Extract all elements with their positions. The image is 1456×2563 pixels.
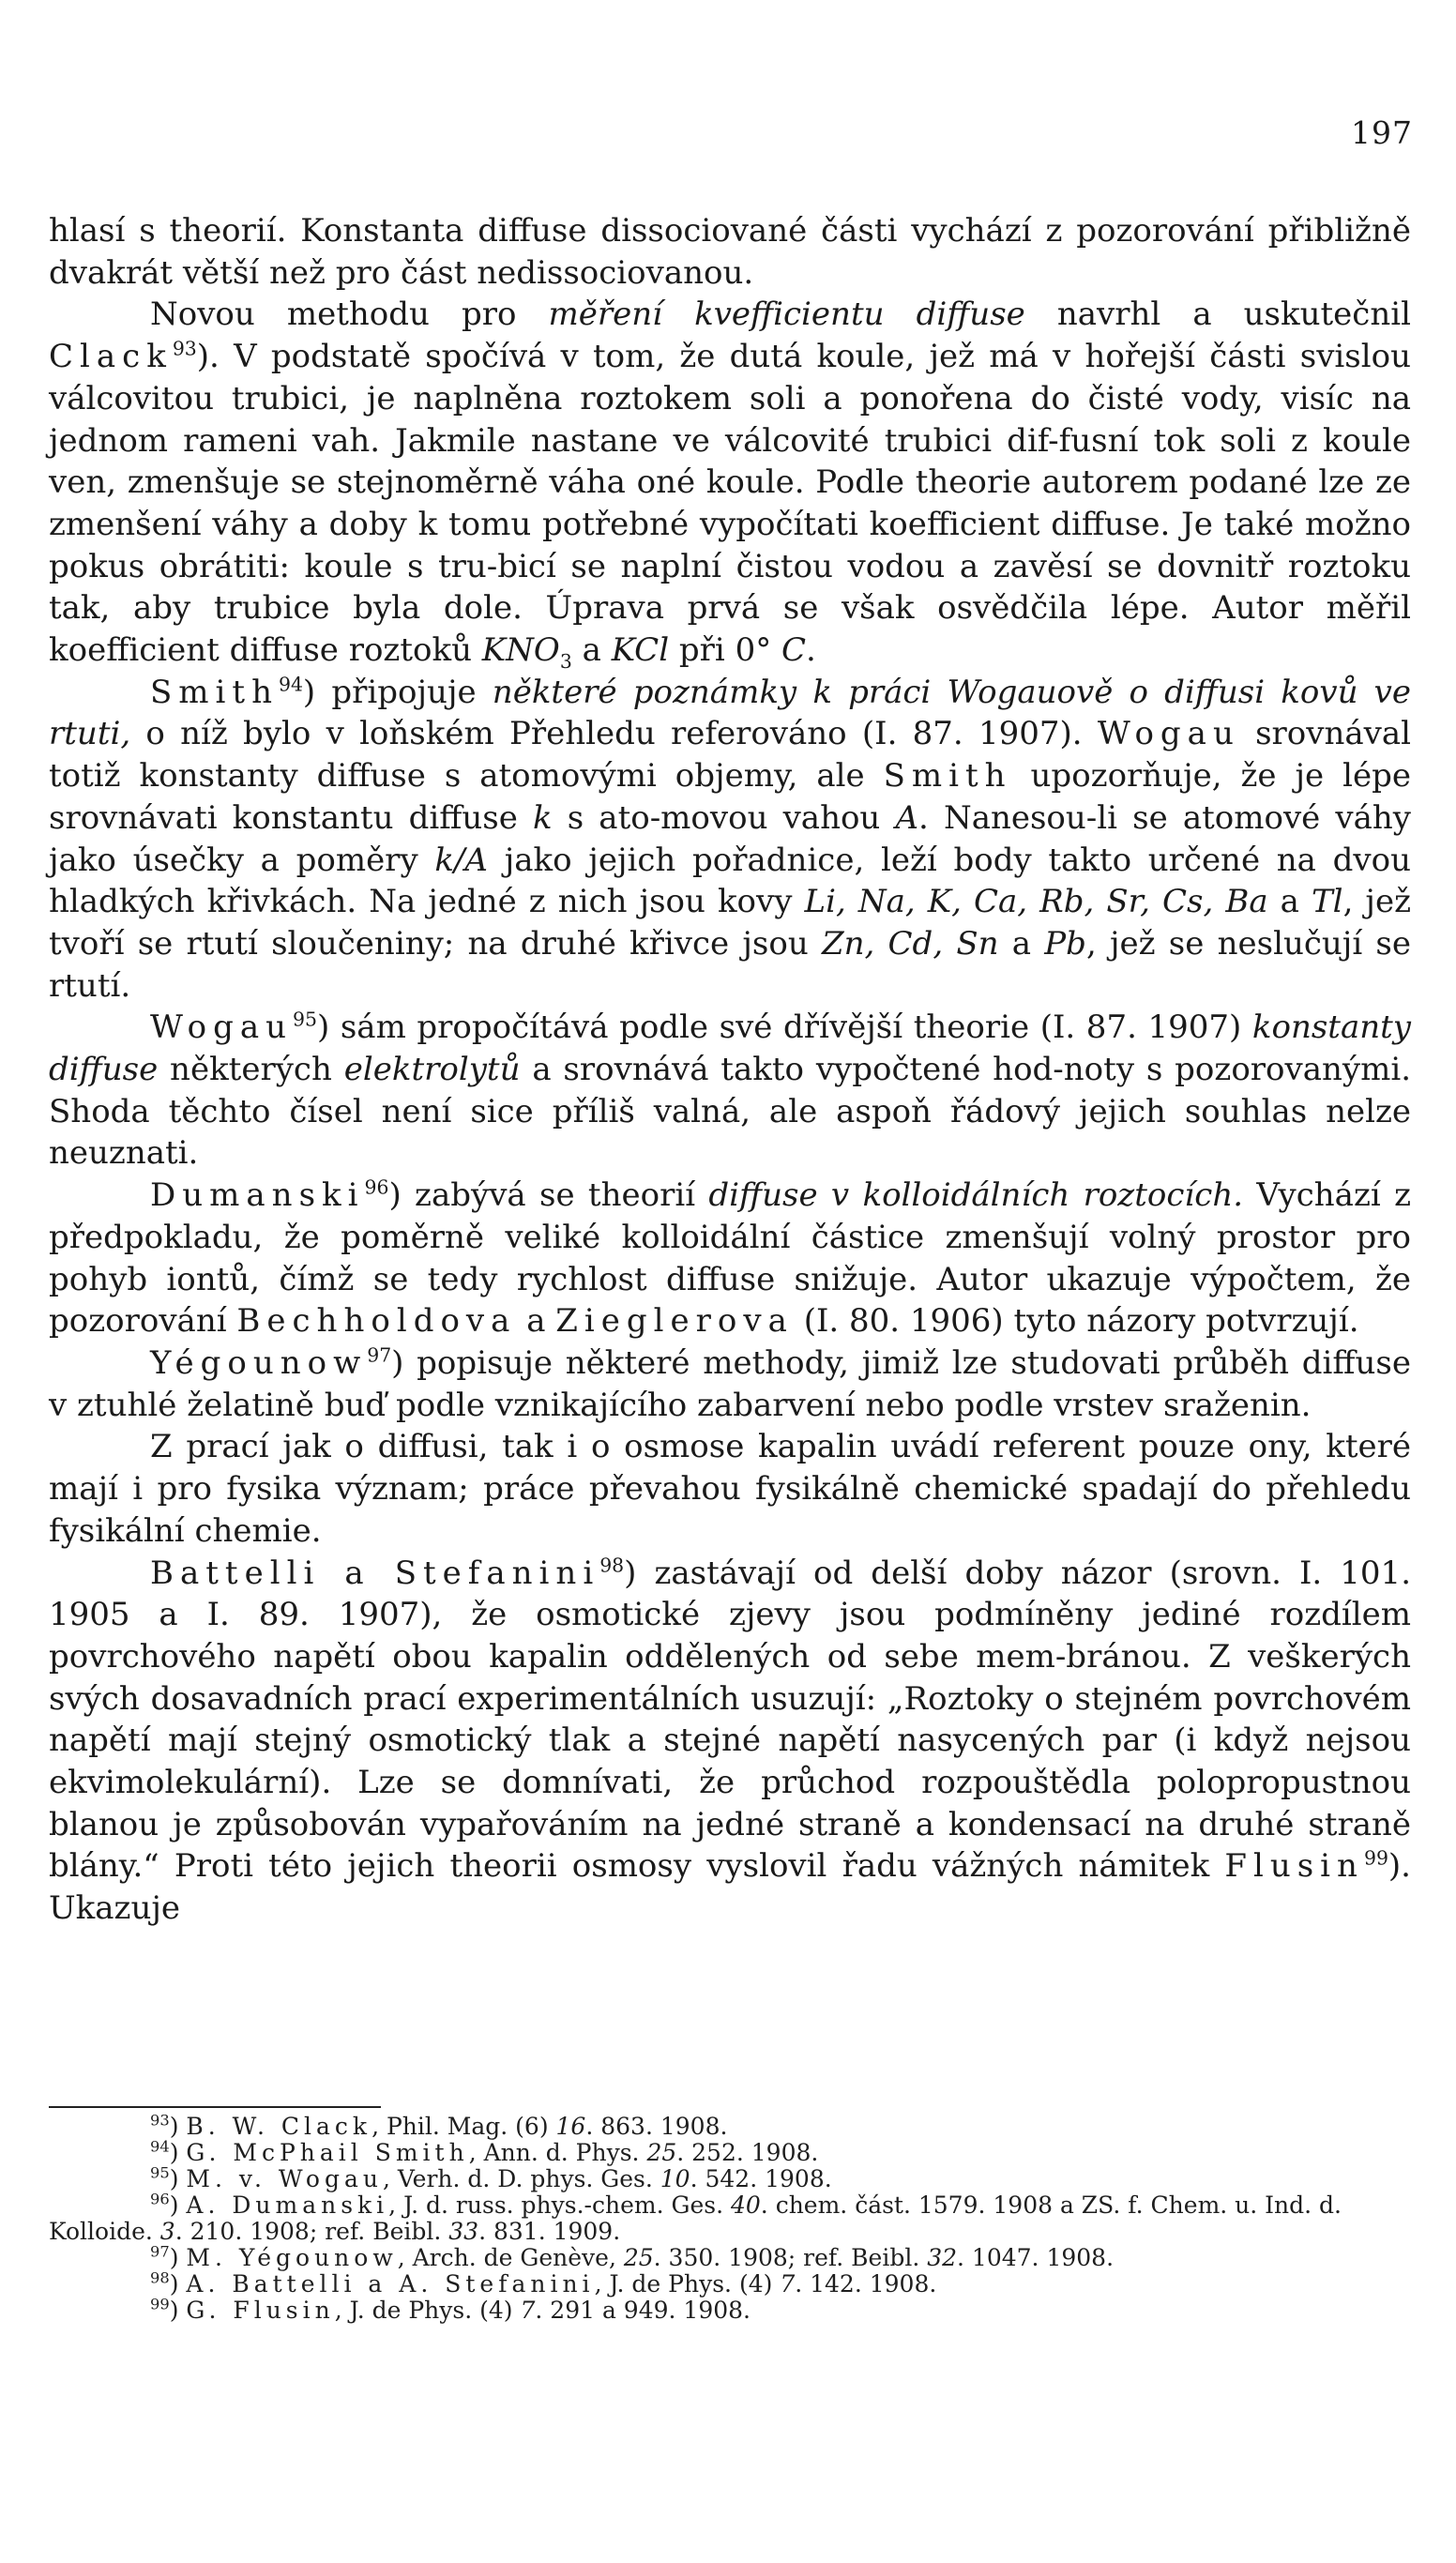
paragraph-7: Z prací jak o diffusi, tak i o osmose kapalin uvádí referent pouze ony, které mají i pro fysika význam; práce převahou fysikálně chemické spadají do přehledu fysikální chemie. [49, 1428, 1411, 1550]
paragraph-8: Battelli a Stefanini$^{98}$) zastávají od delší doby názor (srovn. I. 101. 1905 a I. 89. 1907), že osmotické zjevy jsou podmíněny jediné rozdílem povrchového napětí obou kapalin oddělených od sebe mem-bránou. Z veškerých svých dosavadních prací experimentálních usuzují: „Roztoky o stejném povrchovém napětí mají stejný osmotický tlak a stejné napětí nasycených par (i když nejsou ekvimolekulární). Lze se domnívati, že průchod rozpouštědla polopropustnou blanou je způsobován vypařováním na jedné straně a kondensací na druhé straně blány.“ Proti této jejich theorii osmosy vyslovil řadu vážných námitek Flusin$^{99}$). Ukazuje [49, 1554, 1411, 1928]
footnote-ref-94: 94 [278, 673, 303, 696]
footnote-97: $^{97}$) M. Yégounow, Arch. de Genève, 25. 350. 1908; ref. Beibl. 32. 1047. 1908. [150, 2242, 1115, 2271]
paragraph-5: Dumanski$^{96}$) zabývá se theorií diffuse v kolloidálních roztocích. Vychází z předpokladu, že poměrně veliké kolloidální částice zmenšují volný prostor pro pohyb iontů, čímž se tedy rychlost diffuse snižuje. Autor ukazuje výpočtem, že pozorování Bechholdova a Zieglerova (I. 80. 1906) tyto názory potvrzují. [49, 1175, 1411, 1341]
author-battelli-stefanini: Battelli a Stefanini [150, 1554, 600, 1592]
footnote-divider [49, 2106, 381, 2108]
footnote-ref-95: 95 [293, 1009, 317, 1032]
page-number: 197 [1351, 114, 1413, 151]
author-clack: Clack [49, 338, 173, 376]
author-flusin: Flusin [1224, 1847, 1364, 1886]
footnote-ref-93: 93 [172, 337, 197, 360]
footnote-94: $^{94}$) G. McPhail Smith, Ann. d. Phys. 25. 252. 1908. [150, 2137, 819, 2166]
footnote-ref-99: 99 [1363, 1847, 1388, 1871]
footnote-ref-98: 98 [599, 1554, 625, 1577]
footnote-96: $^{96}$) A. Dumanski, J. d. russ. phys.-chem. Ges. 40. chem. část. 1579. 1908 a ZS. f. Chem. u. Ind. d. Kolloide. 3. 210. 1908; ref. Beibl. 33. 831. 1909. [49, 2190, 1342, 2245]
footnote-ref-96: 96 [364, 1175, 389, 1199]
footnote-98: $^{98}$) A. Battelli a A. Stefanini, J. de Phys. (4) 7. 142. 1908. [150, 2268, 937, 2298]
footnote-95: $^{95}$) M. v. Wogau, Verh. d. D. phys. Ges. 10. 542. 1908. [150, 2163, 832, 2192]
author-dumanski: Dumanski [150, 1176, 365, 1215]
author-smith: Smith [150, 673, 279, 711]
body-text [49, 210, 1411, 1930]
paragraph-4: Wogau$^{95}$) sám propočítává podle své dřívější theorie (I. 87. 1907) konstanty diffuse některých elektrolytů a srovnává takto vypočtené hod-noty s pozorovanými. Shoda těchto čísel není sice příliš valná, ale aspoň řádový jejich souhlas nelze neuznati. [49, 1009, 1412, 1173]
author-yegounow: Yégounow [150, 1343, 368, 1382]
paragraph-1: hlasí s theorií. Konstanta diffuse dissociované části vychází z pozorování přibližně dvakrát větší než pro část nedissociovanou. [49, 212, 1411, 292]
footnotes [49, 2111, 1409, 2324]
author-wogau: Wogau [150, 1009, 294, 1047]
footnote-99: $^{99}$) G. Flusin, J. de Phys. (4) 7. 291 a 949. 1908. [150, 2295, 751, 2324]
paragraph-2: Novou methodu pro měření kvefficientu diffuse navrhl a uskutečnil Clack$^{93}$). V podstatě spočívá v tom, že dutá koule, jež má v hořejší části svislou válcovitou trubici, je naplněna roztokem soli a ponořena do čisté vody, visíc na jednom rameni vah. Jakmile nastane ve válcovité trubici dif-fusní tok soli z koule ven, zmenšuje se stejnoměrně váha oné koule. Podle theorie autorem podané lze ze zmenšení váhy a doby k tomu potřebné vypočítati koefficient diffuse. Je také možno pokus obrátiti: koule s tru-bicí se naplní čistou vodou a zavěsí se dovnitř roztoku tak, aby trubice byla dole. Úprava prvá se však osvědčila lépe. Autor měřil koefficient diffuse roztoků $KNO_3$ a KCl při 0° C. [49, 296, 1411, 673]
paragraph-6: Yégounow$^{97}$) popisuje některé methody, jimiž lze studovati průběh diffuse v ztuhlé želatině buď podle vznikajícího zabarvení nebo podle vrstev sraženin. [49, 1343, 1411, 1424]
paragraph-3: Smith$^{94}$) připojuje některé poznámky k práci Wogauově o diffusi kovů ve rtuti, o níž bylo v loňském Přehledu referováno (I. 87. 1907). Wogau srovnával totiž konstanty diffuse s atomovými objemy, ale Smith upozorňuje, že je lépe srovnávati konstantu diffuse k s ato-movou vahou A. Nanesou-li se atomové váhy jako úsečky a poměry k/A jako jejich pořadnice, leží body takto určené na dvou hladkých křivkách. Na jedné z nich jsou kovy Li, Na, K, Ca, Rb, Sr, Cs, Ba a Tl, jež tvoří se rtutí sloučeniny; na druhé křivce jsou Zn, Cd, Sn a Pb, jež se neslučují se rtutí. [49, 673, 1412, 1005]
footnote-ref-97: 97 [367, 1343, 392, 1367]
footnote-93: $^{93}$) B. W. Clack, Phil. Mag. (6) 16. 863. 1908. [150, 2111, 728, 2140]
